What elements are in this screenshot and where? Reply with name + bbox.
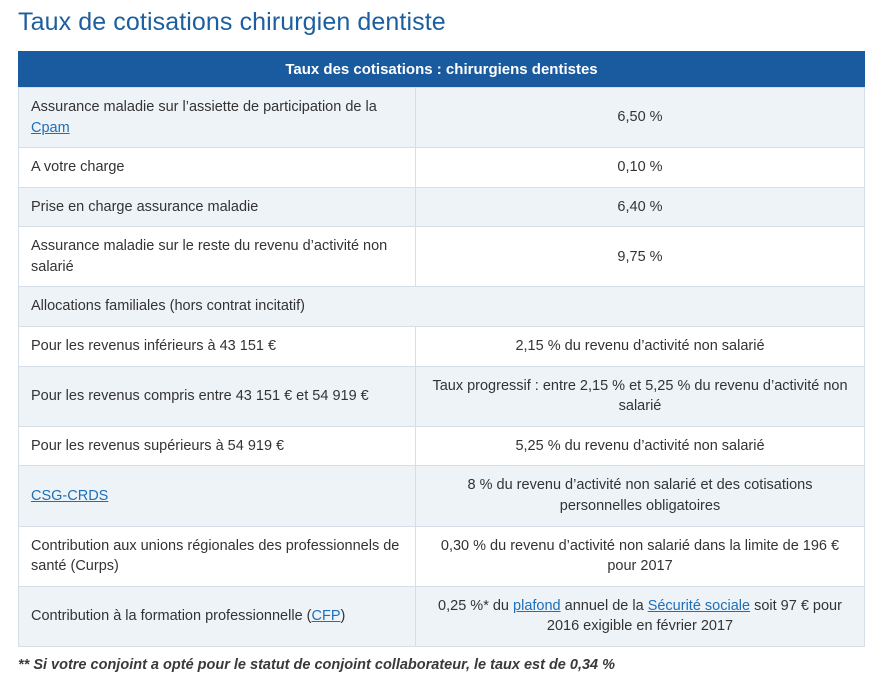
- securite-sociale-link[interactable]: Sécurité sociale: [647, 597, 751, 614]
- page-container: [0, 8, 883, 673]
- table-row: [19, 227, 865, 287]
- table-row: [19, 586, 865, 646]
- csg-crds-link[interactable]: CSG-CRDS: [31, 487, 109, 504]
- value-text-3: soit 97 € pour 2016 exigible en février 2017: [546, 597, 842, 635]
- row-value: [416, 586, 865, 646]
- row-value: 6,50 %: [416, 88, 865, 148]
- table-row: [19, 148, 865, 188]
- row-label: [19, 586, 416, 646]
- row-value: 0,10 %: [416, 148, 865, 188]
- row-label: Contribution aux unions régionales des professionnels de santé (Curps): [19, 526, 416, 586]
- plafond-link[interactable]: plafond: [513, 597, 561, 614]
- row-label: Prise en charge assurance maladie: [19, 187, 416, 227]
- row-label: [19, 466, 416, 526]
- contribution-rates-table: [18, 51, 865, 647]
- row-value: 8 % du revenu d’activité non salarié et des cotisations personnelles obligatoires: [416, 466, 865, 526]
- table-row: [19, 327, 865, 367]
- table-row: [19, 526, 865, 586]
- row-label: A votre charge: [19, 148, 416, 188]
- row-value: 9,75 %: [416, 227, 865, 287]
- table-row: [19, 466, 865, 526]
- row-label-text: Assurance maladie sur l’assiette de participation de la: [31, 99, 377, 115]
- row-label: [19, 88, 416, 148]
- value-text-2: annuel de la: [560, 597, 648, 614]
- row-label: Assurance maladie sur le reste du revenu d’activité non salarié: [19, 227, 416, 287]
- table-row-section: [19, 287, 865, 327]
- row-label-text: Contribution à la formation professionnelle (: [31, 607, 312, 624]
- row-value: 0,30 % du revenu d’activité non salarié dans la limite de 196 € pour 2017: [416, 526, 865, 586]
- row-value: Taux progressif : entre 2,15 % et 5,25 % du revenu d’activité non salarié: [416, 366, 865, 426]
- row-value: 2,15 % du revenu d’activité non salarié: [416, 327, 865, 367]
- cpam-link[interactable]: Cpam: [31, 119, 70, 136]
- value-text-1: 0,25 %* du: [438, 597, 514, 614]
- table-caption: Taux des cotisations : chirurgiens dentistes: [18, 51, 865, 87]
- table-row: [19, 187, 865, 227]
- cfp-link[interactable]: CFP: [311, 607, 341, 624]
- row-label: Pour les revenus inférieurs à 43 151 €: [19, 327, 416, 367]
- table-row: [19, 88, 865, 148]
- section-label: Allocations familiales (hors contrat incitatif): [19, 287, 865, 327]
- page-title: Taux de cotisations chirurgien dentiste: [18, 8, 446, 36]
- table-row: [19, 426, 865, 466]
- row-label-text-end: ): [340, 607, 346, 624]
- table-row: [19, 366, 865, 426]
- row-label: Pour les revenus supérieurs à 54 919 €: [19, 426, 416, 466]
- row-label: Pour les revenus compris entre 43 151 € et 54 919 €: [19, 366, 416, 426]
- row-value: 6,40 %: [416, 187, 865, 227]
- table-footnote: ** Si votre conjoint a opté pour le statut de conjoint collaborateur, le taux est de 0,34 %: [18, 656, 616, 673]
- row-value: 5,25 % du revenu d’activité non salarié: [416, 426, 865, 466]
